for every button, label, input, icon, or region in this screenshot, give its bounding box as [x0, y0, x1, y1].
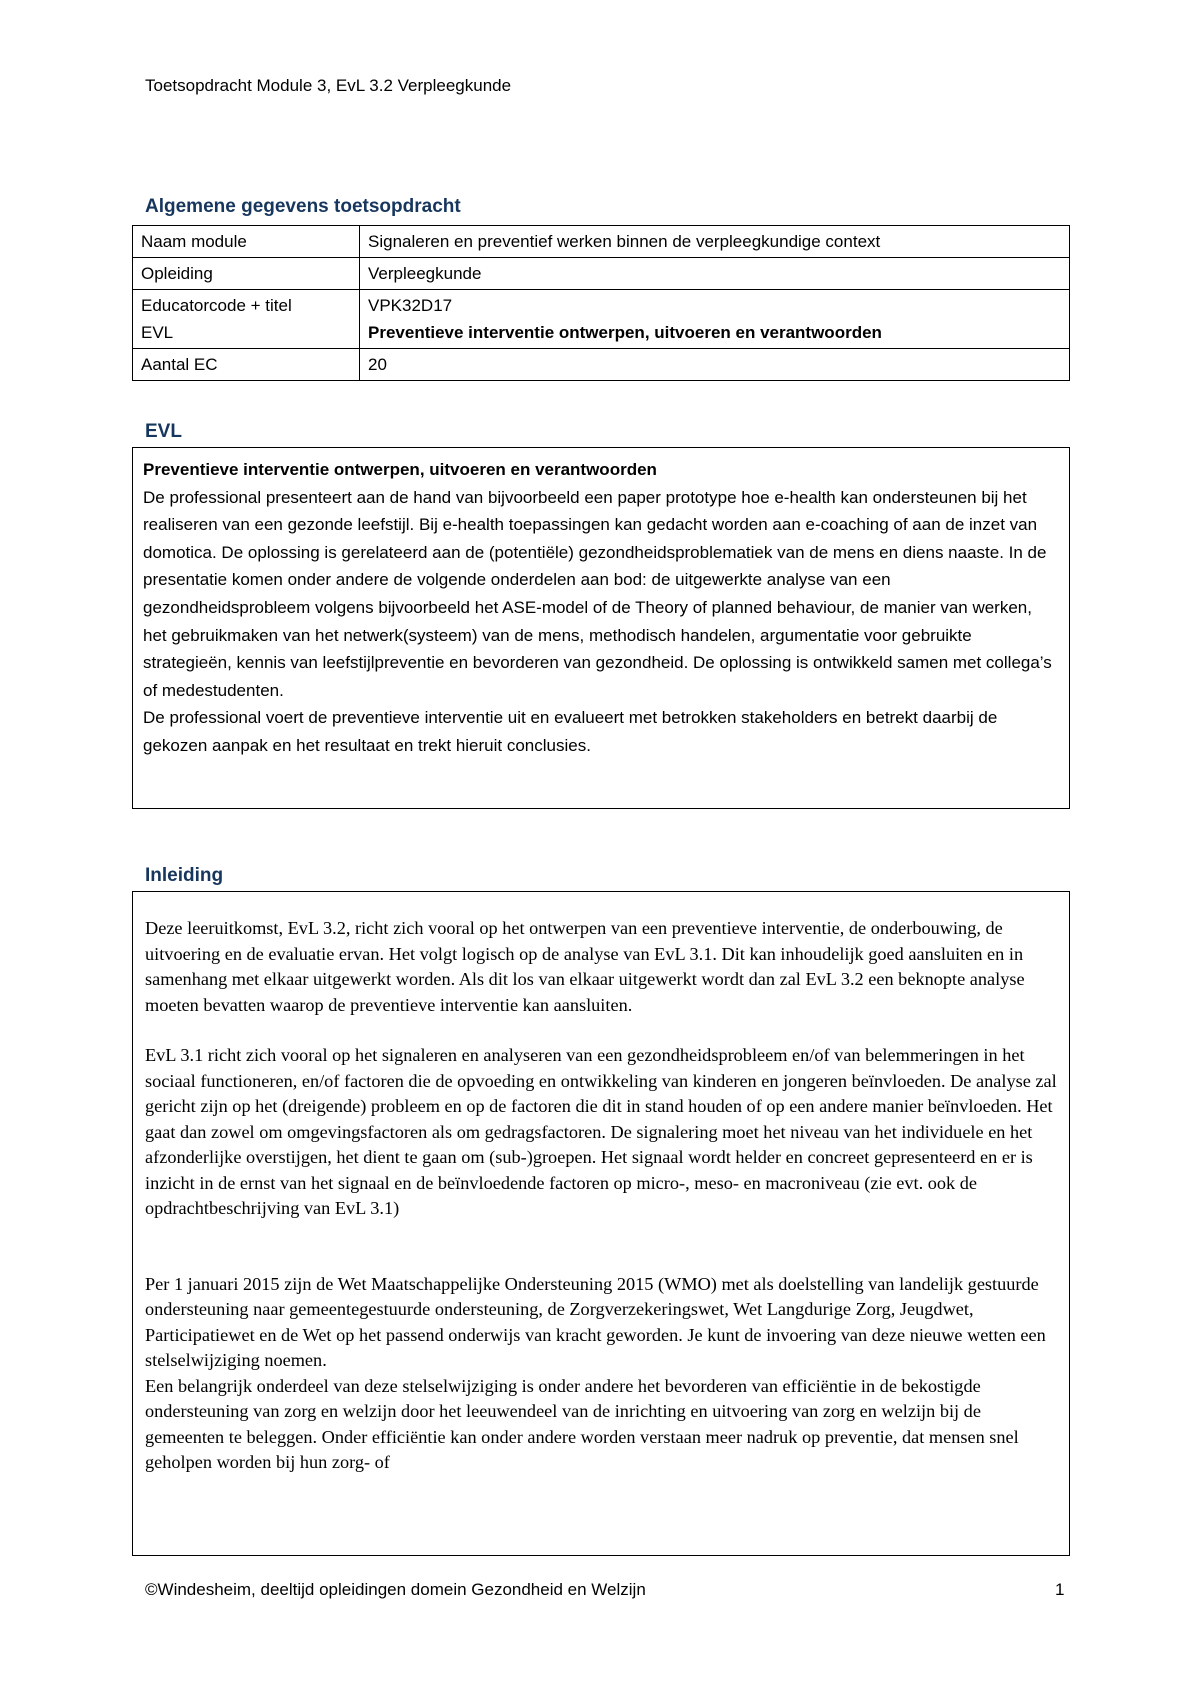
inleiding-paragraph: EvL 3.1 richt zich vooral op het signaleren en analyseren van een gezondheidsprobleem en/of van belemmeringen in het sociaal functioneren, en/of factoren die de opvoeding en ontwikkeling van kinderen en jongeren beïnvloeden. De analyse zal gericht zijn op het (dreigende) probleem en op de factoren die dit in stand houden of op een andere manier beïnvloeden. Het gaat dan zowel om omgevingsfactoren als om gedragsfactoren. De signalering moet het niveau van het individuele en het afzonderlijke overstijgen, het dient te gaan om (sub-)groepen. Het signaal wordt helder en concreet gepresenteerd en er is inzicht in de ernst van het signaal en de beïnvloedende factoren op micro-, meso- en macroniveau (zie evt. ook de opdrachtbeschrijving van EvL 3.1): [145, 1045, 1057, 1218]
page-header: Toetsopdracht Module 3, EvL 3.2 Verpleegkunde: [145, 76, 512, 95]
row-label: EVL: [141, 323, 174, 342]
general-info-heading: Algemene gegevens toetsopdracht: [145, 196, 461, 217]
inleiding-heading: Inleiding: [145, 865, 224, 886]
inleiding-paragraph: Een belangrijk onderdeel van deze stelselwijziging is onder andere het bevorderen van efficiëntie in de bekostigde ondersteuning van zorg en welzijn door het leeuwendeel van de inrichting en uitvoering van zorg en welzijn bij de gemeenten te beleggen. Onder efficiëntie kan onder andere worden verstaan meer nadruk op preventie, dat mensen snel geholpen worden bij hun zorg- of: [145, 1375, 1019, 1472]
evl-paragraph: De professional voert de preventieve interventie uit en evalueert met betrokken stakeholders en betrekt daarbij de gekozen aanpak en het resultaat en trekt hieruit conclusies.: [143, 708, 998, 755]
row-value-group: [360, 290, 1070, 349]
evl-paragraph: De professional presenteert aan de hand van bijvoorbeeld een paper prototype hoe e-health kan ondersteunen bij het realiseren van een gezonde leefstijl. Bij e-health toepassingen kan gedacht worden aan e-coaching of aan de inzet van domotica. De oplossing is gerelateerd aan de (potentiële) gezondheidsproblematiek van de mens en diens naaste. In de presentatie komen onder andere de volgende onderdelen aan bod: de uitgewerkte analyse van een gezondheidsprobleem volgens bijvoorbeeld het ASE-model of de Theory of planned behaviour, de manier van werken, het gebruikmaken van het netwerk(systeem) van de mens, methodisch handelen, argumentatie voor gebruikte strategieën, kennis van leefstijlpreventie en bevorderen van gezondheid. De oplossing is ontwikkeld samen met collega’s of medestudenten.: [143, 487, 1052, 700]
row-value: Verpleegkunde: [360, 258, 1070, 290]
general-info-table: [132, 225, 1070, 381]
row-label: Naam module: [133, 226, 360, 258]
row-value: Signaleren en preventief werken binnen de verpleegkundige context: [360, 226, 1070, 258]
table-row: [133, 258, 1070, 290]
evl-heading: EVL: [145, 421, 182, 442]
row-label: Opleiding: [133, 258, 360, 290]
inleiding-paragraph: Deze leeruitkomst, EvL 3.2, richt zich vooral op het ontwerpen van een preventieve interventie, de onderbouwing, de uitvoering en de evaluatie ervan. Het volgt logisch op de analyse van EvL 3.1. Dit kan inhoudelijk goed aansluiten en in samenhang met elkaar uitgewerkt worden. Als dit los van elkaar uitgewerkt wordt dan zal EvL 3.2 een beknopte analyse moeten bevatten waarop de preventieve interventie kan aansluiten.: [145, 918, 1025, 1015]
page-number: 1: [1055, 1580, 1065, 1599]
row-label-group: [133, 290, 360, 349]
inleiding-box: [132, 891, 1070, 1556]
evl-title: Preventieve interventie ontwerpen, uitvoeren en verantwoorden: [143, 460, 657, 479]
page-footer: ©Windesheim, deeltijd opleidingen domein Gezondheid en Welzijn: [145, 1580, 646, 1599]
table-row: [133, 226, 1070, 258]
row-value: VPK32D17: [368, 296, 453, 315]
inleiding-paragraph: Per 1 januari 2015 zijn de Wet Maatschappelijke Ondersteuning 2015 (WMO) met als doelstelling van landelijk gestuurde ondersteuning naar gemeentegestuurde ondersteuning, de Zorgverzekeringswet, Wet Langdurige Zorg, Jeugdwet, Participatiewet en de Wet op het passend onderwijs van kracht geworden. Je kunt de invoering van deze nieuwe wetten een stelselwijziging noemen.: [145, 1273, 1046, 1370]
table-row: [133, 349, 1070, 381]
table-row: [133, 290, 1070, 349]
row-label: Aantal EC: [133, 349, 360, 381]
row-value: Preventieve interventie ontwerpen, uitvoeren en verantwoorden: [368, 323, 882, 342]
row-value: 20: [360, 349, 1070, 381]
row-label: Educatorcode + titel: [141, 296, 292, 315]
evl-box: [132, 447, 1070, 809]
